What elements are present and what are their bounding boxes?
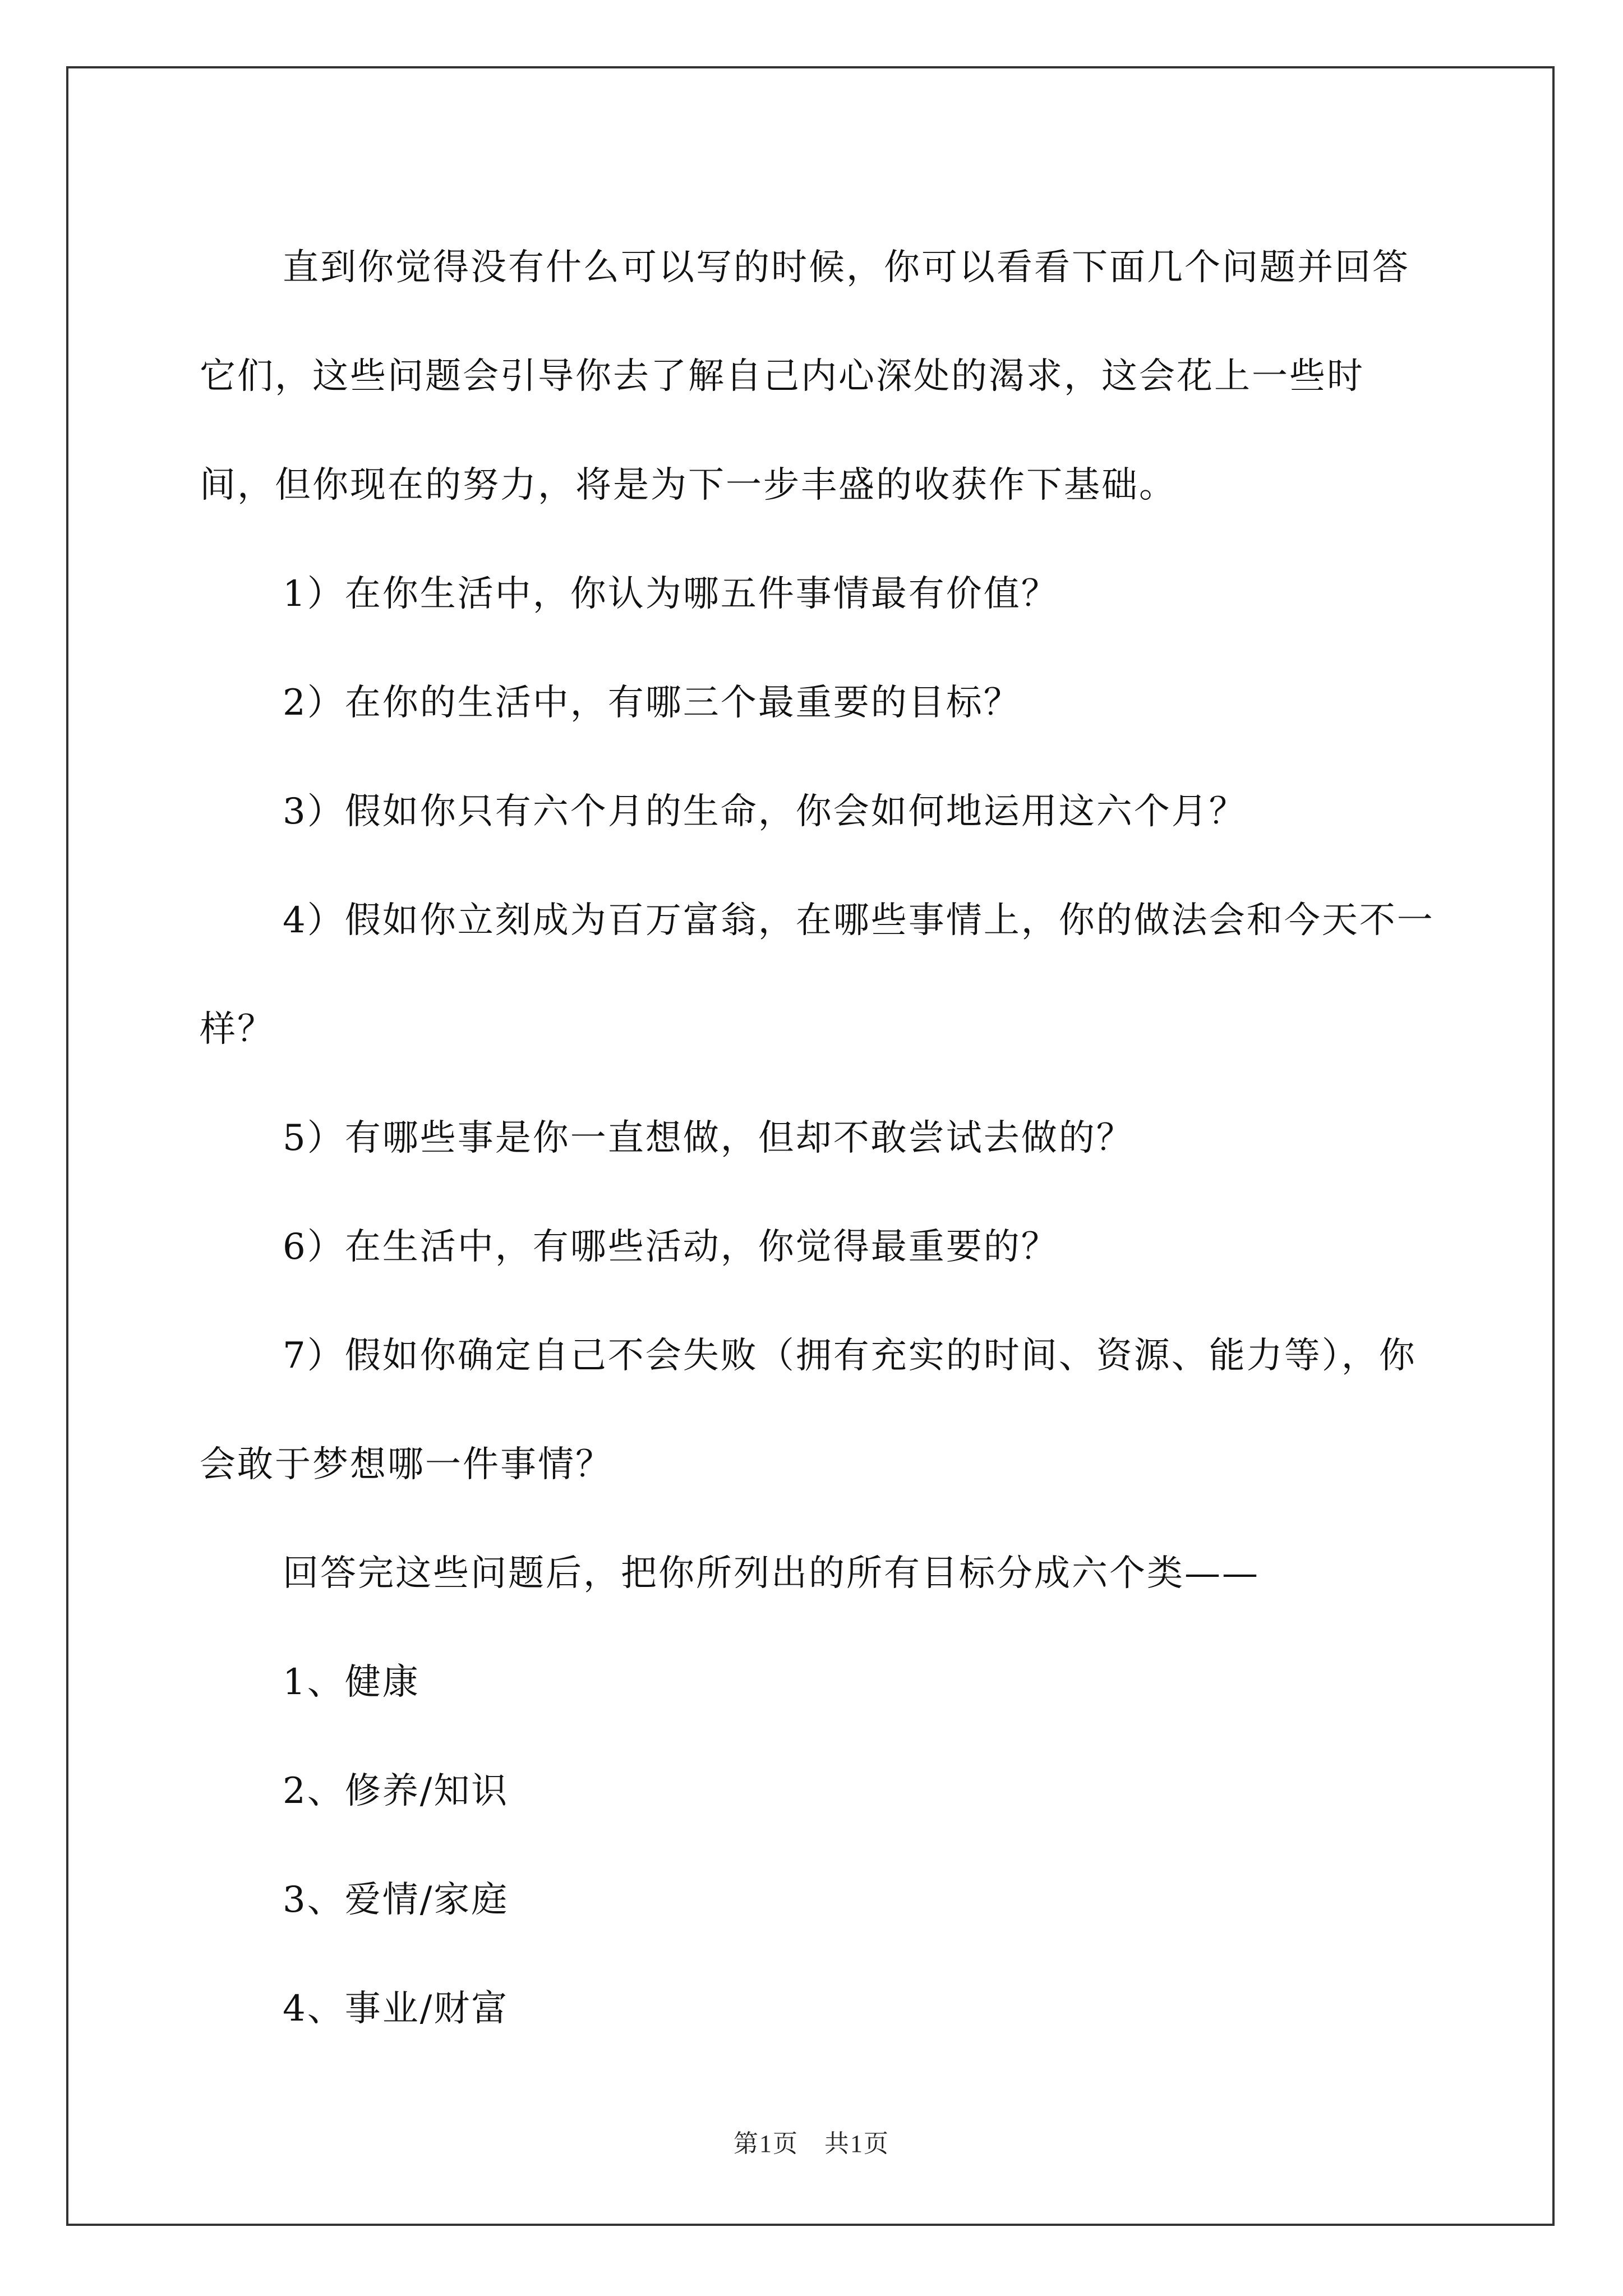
category-intro: 回答完这些问题后，把你所列出的所有目标分成六个类—— [283, 1553, 1260, 1594]
question-3: 3）假如你只有六个月的生命，你会如何地运用这六个月？ [283, 791, 1247, 832]
question-6: 6）在生活中，有哪些活动，你觉得最重要的？ [283, 1226, 1059, 1268]
question-4: 4）假如你立刻成为百万富翁，在哪些事情上，你的做法会和今天不一样？ [200, 900, 1435, 1050]
category-item: 1、健康 [283, 1662, 420, 1703]
question-2: 2）在你的生活中，有哪三个最重要的目标？ [283, 682, 1021, 724]
question-1: 1）在你生活中，你认为哪五件事情最有价值？ [283, 573, 1059, 615]
question-5: 5）有哪些事是你一直想做，但却不敢尝试去做的？ [283, 1117, 1134, 1159]
question-7: 7）假如你确定自己不会失败（拥有充实的时间、资源、能力等），你会敢于梦想哪一件事情？ [200, 1335, 1417, 1485]
category-item: 2、修养/知识 [283, 1770, 509, 1812]
paragraph-intro: 直到你觉得没有什么可以写的时候，你可以看看下面几个问题并回答它们，这些问题会引导你去了解自己内心深处的渴求，这会花上一些时间，但你现在的努力，将是为下一步丰盛的收获作下基础。 [200, 247, 1410, 506]
page-footer: 第1页 共1页 [734, 2130, 889, 2157]
category-item: 3、爱情/家庭 [283, 1879, 509, 1921]
document-body [200, 213, 1439, 2063]
category-item: 4、事业/财富 [283, 1988, 509, 2030]
